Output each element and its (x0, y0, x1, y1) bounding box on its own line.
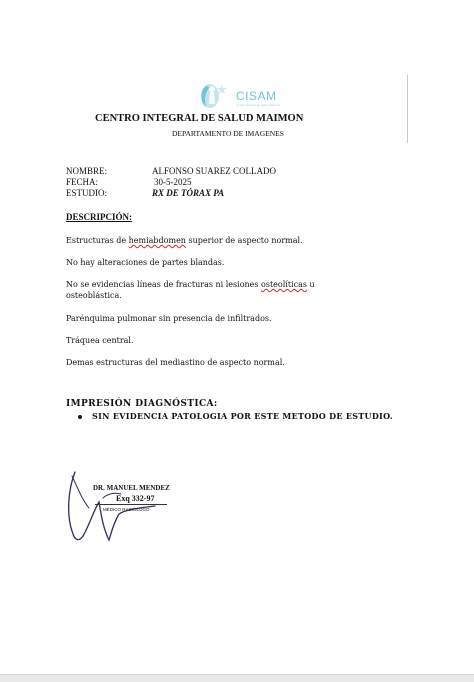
impression-item-text: SIN EVIDENCIA PATOLOGIA POR ESTE METODO DE ESTUDIO. (92, 411, 393, 421)
date-value: 30-5-2025 (154, 177, 192, 187)
name-value: ALFONSO SUAREZ COLLADO (152, 166, 277, 176)
description-paragraph-4: Parénquima pulmonar sin presencia de infiltrados. (66, 314, 272, 323)
name-label: NOMBRE: (66, 166, 108, 176)
date-label: FECHA: (66, 177, 99, 187)
study-label: ESTUDIO: (66, 188, 107, 198)
signature-line (95, 504, 167, 505)
p1-text-c: superior de aspecto normal. (185, 236, 303, 245)
p3-misspelled-word: osteolíticas (261, 280, 307, 289)
impression-item (78, 411, 393, 421)
study-value: RX DE TÓRAX PA (152, 188, 225, 198)
p1-text-a: Estructuras de (66, 236, 129, 245)
p1-misspelled-word: hemiabdomen (128, 236, 186, 245)
bullet-icon (78, 415, 82, 419)
logo-subtext: Centro Integral de Salud Maimon (236, 103, 281, 107)
description-paragraph-3 (66, 279, 356, 301)
description-paragraph-6: Demas estructuras del mediastino de aspecto normal. (66, 358, 285, 367)
doctor-exequatur: Exq 332-97 (116, 494, 155, 503)
institution-title: CENTRO INTEGRAL DE SALUD MAIMON (95, 113, 304, 124)
department-title: DEPARTAMENTO DE IMAGENES (172, 129, 284, 138)
description-paragraph-2: No hay alteraciones de partes blandas. (66, 258, 225, 267)
logo-text: CISAM (236, 89, 277, 103)
impression-heading: IMPRESIÓN DIAGNÓSTICA: (66, 399, 218, 409)
description-heading: DESCRIPCIÓN: (66, 212, 133, 222)
doctor-name: DR. MANUEL MENDEZ (93, 484, 170, 492)
p3-text-a: No se evidencias líneas de fracturas ni lesiones (66, 280, 262, 289)
description-paragraph-1 (66, 235, 366, 246)
description-paragraph-5: Tráquea central. (66, 336, 134, 345)
margin-guide-line (407, 75, 408, 143)
p3-text-c: u osteoblástica. (66, 280, 315, 300)
doctor-role: MÉDICO RADIÓLOGO (103, 507, 150, 512)
